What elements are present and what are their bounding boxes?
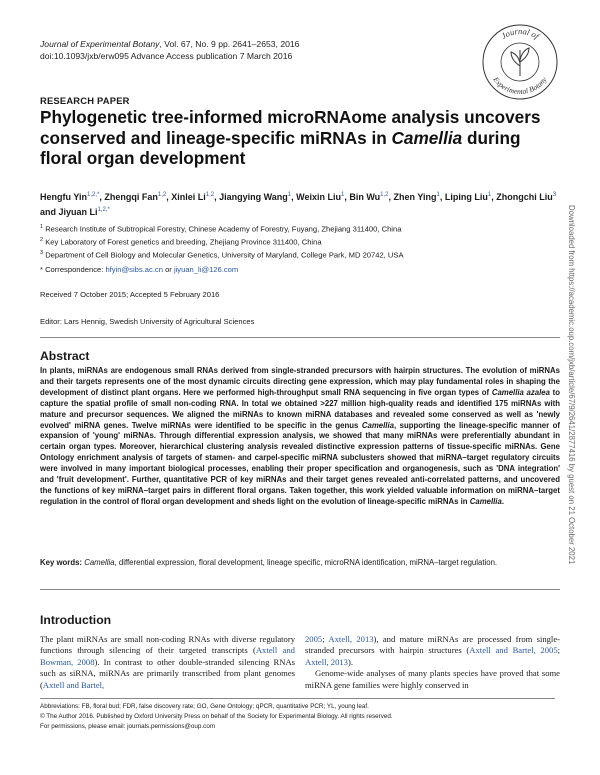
citation-link[interactable]: Axtell, 2013 — [305, 656, 348, 667]
affiliation-text: Key Laboratory of Forest genetics and breeding, Zhejiang Province 311400, China — [45, 237, 322, 247]
author-name: Xinlei Li — [171, 192, 206, 202]
author-name: Zhen Ying — [393, 192, 437, 202]
affiliation-list — [40, 222, 404, 262]
permissions: For permissions, please email: journals.permissions@oup.com — [40, 723, 216, 730]
citation-link[interactable]: Axtell, 2013 — [328, 634, 374, 644]
author-affiliation-sup[interactable]: 1 — [487, 192, 492, 198]
author-list: Hengfu Yin$^{1,2,*}$, Zhengqi Fan$^{1,2}$, Xinlei Li$^{1,2}$, Jiangying Wang$^1$, Weixin Liu$^1$, Bin Wu$^{1,2}$, Zhen Ying$^1$, Liping Liu$^1$, Zhongchi Liu$^3$ and Jiyuan $Li^{1,2,*}$ — [40, 192, 557, 217]
citation-link[interactable]: Axtell and Bowman, 2008 — [40, 645, 295, 667]
download-note: Downloaded from https://academic.oup.com/jxb/article/67/9/2641/2877416 by guest on 21 October 2021 — [567, 205, 576, 565]
author — [59, 207, 110, 217]
author — [104, 192, 166, 202]
author-affiliation-sup[interactable]: 1 — [287, 192, 292, 198]
correspondence-label: * Correspondence: — [40, 265, 106, 274]
author-affiliation-sup[interactable]: 1,2 — [205, 192, 215, 198]
received-accepted-dates: Received 7 October 2015; Accepted 5 February 2016 — [40, 290, 220, 299]
author-name: Zhongchi Liu — [496, 192, 553, 202]
title-part-1: Phylogenetic tree-informed microRNAome analysis uncovers conserved and lineage-specific miRNAs in — [40, 107, 541, 148]
author-name: Liping Liu — [444, 192, 488, 202]
abstract-italic-3: Camellia — [469, 496, 502, 506]
article-type: RESEARCH PAPER — [40, 95, 130, 106]
citation-link[interactable]: 2005 — [305, 634, 323, 644]
author — [496, 192, 556, 202]
correspondence-or: or — [162, 265, 174, 274]
journal-details: , Vol. 67, No. 9 pp. 2641–2653, 2016 — [159, 39, 300, 49]
author — [349, 192, 388, 202]
paper-title — [40, 107, 550, 169]
citation-link[interactable]: Axtell and Bartel, 2005 — [469, 645, 558, 656]
email-link-2[interactable]: jiyuan_li@126.com — [173, 265, 239, 274]
author-affiliation-sup[interactable]: 3 — [552, 192, 557, 198]
email-link-1[interactable]: hfyin@sibs.ac.cn — [105, 265, 163, 274]
author-name: Bin Wu — [349, 192, 381, 202]
citation-link[interactable]: Axtell and Bartel, — [42, 679, 105, 690]
author — [296, 192, 344, 202]
abstract-seg-4: . — [501, 496, 504, 506]
author-name: Jiyuan Li — [58, 207, 98, 217]
doi-line: doi:10.1093/jxb/erw095 Advance Access publication 7 March 2016 — [40, 50, 293, 61]
intro-right-para-2: Genome-wide analyses of many plants species have proved that some miRNA gene families were highly conserved in — [305, 668, 560, 690]
intro-left-seg-1: The plant miRNAs are small non-coding RNAs with diverse regulatory functions through silencing of their targeted transcripts ( — [40, 634, 295, 656]
affiliation-text: Research Institute of Subtropical Forestry, Chinese Academy of Forestry, Fuyang, Zhejiang 311400, China — [45, 224, 402, 234]
abstract-text — [40, 366, 560, 508]
author — [40, 192, 99, 202]
logo-top-text: Journal of — [499, 25, 541, 42]
copyright: © The Author 2016. Published by Oxford University Press on behalf of the Society for Experimental Biology. All rights reserved. — [40, 713, 393, 720]
abstract-italic-1: Camellia azalea — [491, 387, 550, 397]
intro-left-seg-2: ). In contrast to other double-stranded silencing RNAs such as siRNA, miRNAs are primarily transcribed from plant genomes ( — [40, 656, 295, 690]
intro-right-seg-1: ), and mature miRNAs are processed from single-stranded precursors with hairpin structures ( — [305, 634, 560, 656]
affiliation-number: 2 — [40, 237, 44, 244]
intro-left-column — [40, 634, 295, 691]
author — [171, 192, 214, 202]
author-affiliation-sup[interactable]: 1,2 — [380, 192, 389, 198]
author-affiliation-sup[interactable]: 1,2,* — [87, 192, 100, 198]
author-affiliation-sup[interactable]: 1 — [436, 192, 440, 198]
footer — [40, 702, 393, 732]
author-name: Hengfu Yin — [40, 192, 87, 202]
affiliation — [40, 235, 404, 248]
keywords-label: Key words: — [40, 558, 83, 567]
author-affiliation-sup[interactable]: 1 — [340, 192, 345, 198]
download-watermark — [567, 205, 588, 575]
divider — [40, 589, 560, 590]
affiliation-text: Department of Cell Biology and Molecular Genetics, University of Maryland, College Park, MD 20742, USA — [45, 251, 404, 260]
abstract-heading: Abstract — [40, 349, 90, 363]
author-name: Zhengqi Fan — [104, 192, 158, 202]
abbreviations: Abbreviations: FB, floral bud; FDR, false discovery rate; GO, Gene Ontology; qPCR, quantitative PCR; YL, young leaf. — [40, 703, 369, 710]
abstract-seg-3: , supporting the lineage-specific manner of expansion of 'young' miRNAs. Through differential expression analysis, we showed that many miRNAs were preferentially abundant in certain organ types. Moreover, hierarchical clustering analysis revealed distinctive expression patterns of tissue-specific miRNAs. Gene Ontology enrichment analysis of targets of stamen- and carpel-specific miRNA subclusters showed that miRNA–target regulatory circuits were involved in many important biological processes, enabling their proper specification and organogenesis, such as 'DNA integration' and 'fruit development'. Further, quantitative PCR of key miRNAs and their target genes revealed anti-correlated patterns, and uncovered the functions of key miRNA–target pairs in different floral organs. Taken together, this work yielded valuable information on miRNA–target regulation in the control of floral organ development and sheds light on the evolution of lineage-specific miRNAs in — [40, 420, 560, 506]
keywords-italic: Camellia — [84, 558, 115, 567]
intro-right-seg-2: ; — [557, 645, 561, 656]
title-italic: Camellia — [391, 127, 463, 148]
author-name: Jiangying Wang — [219, 192, 288, 202]
title-part-2: during floral organ development — [40, 127, 521, 169]
author-affiliation-sup[interactable]: 1,2 — [157, 192, 167, 198]
affiliation-number: 3 — [40, 250, 44, 257]
abstract-italic-2: Camellia — [361, 420, 394, 430]
journal-name: Journal of Experimental Botany — [40, 39, 160, 49]
intro-right-column — [305, 634, 560, 691]
journal-seal-icon — [480, 22, 560, 102]
author-name: Weixin Liu — [296, 192, 341, 202]
divider — [40, 337, 560, 338]
abstract-seg-2: to capture the spatial profile of small non-coding RNA. In total we obtained >227 million high-quality reads and identified 175 miRNAs with mature and precursor sequences. We aligned the miRNAs to known miRNA databases and revealed some conserved as well as 'newly evolved' miRNA genes. Twelve miRNAs were identified to be specific in the genus — [40, 387, 560, 430]
keywords-text: , differential expression, floral development, lineage specific, microRNA identification, miRNA–target regulation. — [114, 558, 498, 567]
editor-line: Editor: Lars Hennig, Swedish University of Agricultural Sciences — [40, 317, 255, 326]
correspondence — [40, 265, 238, 274]
author-affiliation-sup[interactable]: 1,2,* — [97, 207, 110, 213]
intro-right-seg-0: ; — [322, 634, 329, 644]
affiliation — [40, 248, 404, 261]
journal-header — [40, 39, 299, 62]
keywords — [40, 557, 560, 568]
abstract-seg-1: In plants, miRNAs are endogenous small RNAs derived from single-stranded precursors with hairpin structures. The evolution of miRNAs and their targets represents one of the most dynamic circuits directing gene expression, which may play fundamental roles in shaping the development of distinct plant organs. Here we performed high-throughput small RNA sequencing in five organ types of — [40, 366, 560, 397]
author — [445, 192, 491, 202]
intro-right-seg-3: ). — [347, 656, 353, 667]
author — [394, 192, 440, 202]
affiliation — [40, 222, 404, 235]
introduction-heading: Introduction — [40, 613, 112, 627]
author — [219, 192, 291, 202]
footer-divider — [40, 698, 555, 699]
logo-bottom-text: Experimental Botany — [491, 75, 549, 97]
affiliation-number: 1 — [40, 224, 44, 230]
